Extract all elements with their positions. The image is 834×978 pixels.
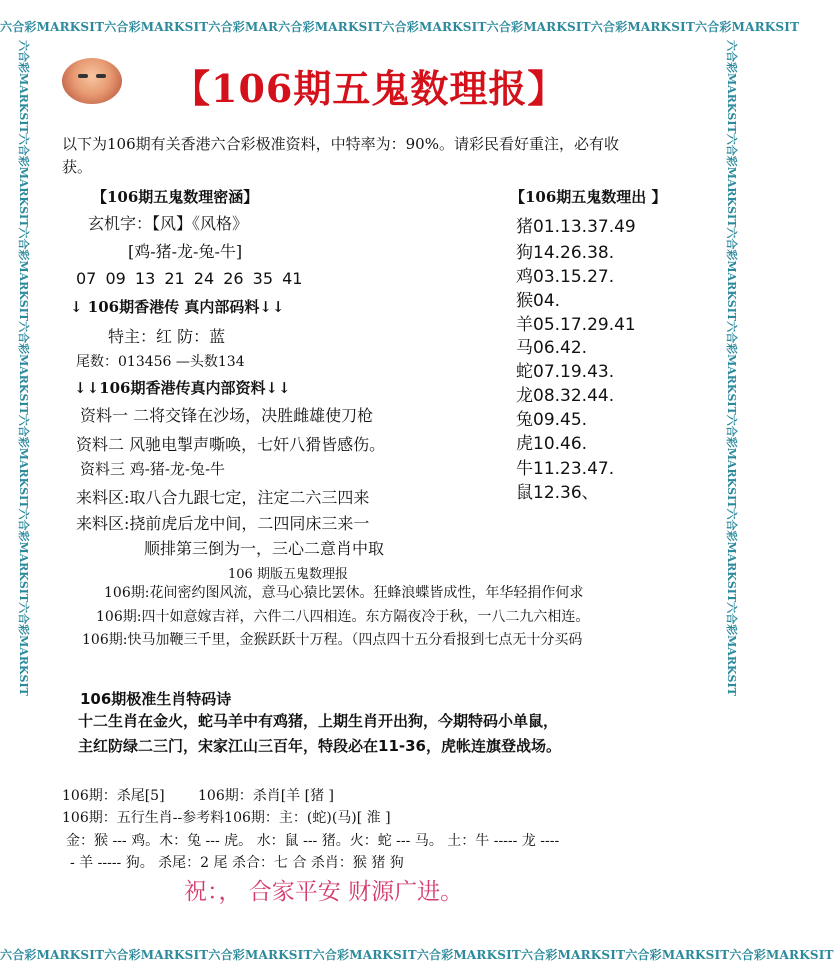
- ziliao-3: 资料三 鸡-猪-龙-兔-牛: [80, 460, 226, 478]
- results-header: 【106期五鬼数理出 】: [510, 188, 667, 206]
- zodiac-line: 鸡03.15.27.: [516, 267, 615, 287]
- laili-3: 顺排第三倒为一，三心二意肖中取: [144, 539, 385, 558]
- hk-header: ↓ 106期香港传 真内部码料↓↓: [70, 298, 285, 316]
- tezhu-text: 特主：红 防：蓝: [108, 327, 226, 346]
- zodiac-line: 龙08.32.44.: [516, 386, 615, 406]
- xuanji-text: 玄机字：【风】《风格》: [88, 214, 249, 233]
- hk-header-2: ↓↓106期香港传真内部资料↓↓: [74, 379, 291, 397]
- intro-line-2: 获。: [62, 158, 93, 176]
- zodiac-line: 鼠12.36、: [516, 483, 599, 503]
- elements-line-1: 金：猴 --- 鸡。木：兔 --- 虎。 水：鼠 --- 猪。火：蛇 --- 马。 土：牛 ----- 龙 ----: [66, 833, 560, 849]
- avatar-image: [62, 58, 122, 104]
- blessing-text: 祝：， 合家平安 财源广进。: [184, 879, 464, 905]
- animals-text: [鸡-猪-龙-兔-牛]: [128, 242, 243, 261]
- ziliao-1: 资料一 二将交锋在沙场，决胜雌雄使刀枪: [80, 406, 374, 425]
- poem-line-2: 主红防绿二三门，宋家江山三百年，特段必在11-36，虎帐连旗登战场。: [78, 737, 561, 755]
- zodiac-line: 羊05.17.29.41: [516, 315, 636, 335]
- kill-tail: 106期：杀尾[5]: [62, 788, 165, 804]
- intro-line-1: 以下为106期有关香港六合彩极准资料，中特率为：90%。请彩民看好重注，必有收: [62, 135, 619, 153]
- border-right: 六合彩MARKSIT六合彩MARKSIT六合彩MARKSIT六合彩MARKSIT六合彩MARKSIT六合彩MARKSIT六合彩MARKSIT: [725, 40, 738, 696]
- zodiac-line: 马06.42.: [516, 338, 588, 358]
- zodiac-line: 牛11.23.47.: [516, 459, 615, 479]
- zodiac-line: 狗14.26.38.: [516, 243, 615, 263]
- zodiac-line: 虎10.46.: [516, 434, 588, 454]
- riddle-line: 106期:四十如意嫁吉祥，六件二八四相连。东方隔夜冷于秋，一八二九六相连。: [96, 609, 590, 625]
- poem-line-1: 十二生肖在金火，蛇马羊中有鸡猪，上期生肖开出狗，今期特码小单鼠，: [78, 712, 559, 730]
- numbers-text: 07 09 13 21 24 26 35 41: [76, 269, 303, 288]
- kill-animal: 106期：杀肖[羊 [猪 ]: [198, 788, 335, 804]
- secret-header: 【106期五鬼数理密涵】: [92, 188, 259, 206]
- border-left: 六合彩MARKSIT六合彩MARKSIT六合彩MARKSIT六合彩MARKSIT六合彩MARKSIT六合彩MARKSIT六合彩MARKSIT: [17, 40, 30, 696]
- riddle-line: 106期:花间密约图风流，意马心猿比罢休。狂蜂浪蝶皆成性，年华轻捐作何求: [104, 585, 584, 601]
- weishu-text: 尾数：013456 —头数134: [76, 354, 245, 370]
- poem-header: 106期极准生肖特码诗: [80, 690, 232, 708]
- partial-header: 106 期版五鬼数理报: [228, 567, 348, 582]
- riddle-line: 106期:快马加鞭三千里，金猴跃跃十万程。（四点四十五分看报到七点无十分买码: [82, 632, 583, 648]
- laili-1: 来料区:取八合九跟七定，注定二六三四来: [76, 488, 370, 507]
- ziliao-2: 资料二 风驰电掣声嘶唤，七奸八猾皆感伤。: [76, 435, 386, 454]
- border-bottom: 六合彩MARKSIT六合彩MARKSIT六合彩MARKSIT六合彩MARKSIT六合彩MARKSIT六合彩MARKSIT六合彩MARKSIT六合彩MARKSIT: [0, 948, 834, 962]
- five-elements-line: 106期：五行生肖--参考料106期：主：(蛇)(马)[ 淮 ]: [62, 810, 391, 826]
- laili-2: 来料区:挠前虎后龙中间，二四同床三来一: [76, 514, 370, 533]
- page-title: 【106期五鬼数理报】: [172, 66, 567, 111]
- zodiac-line: 蛇07.19.43.: [516, 362, 615, 382]
- zodiac-line: 兔09.45.: [516, 410, 588, 430]
- zodiac-line: 猪01.13.37.49: [516, 217, 636, 237]
- zodiac-line: 猴04.: [516, 291, 561, 311]
- border-top: 六合彩MARKSIT六合彩MARKSIT六合彩MAR六合彩MARKSIT六合彩MARKSIT六合彩MARKSIT六合彩MARKSIT六合彩MARKSIT: [0, 20, 800, 34]
- elements-line-2: - 羊 ----- 狗。 杀尾：2 尾 杀合：七 合 杀肖：猴 猪 狗: [70, 855, 404, 871]
